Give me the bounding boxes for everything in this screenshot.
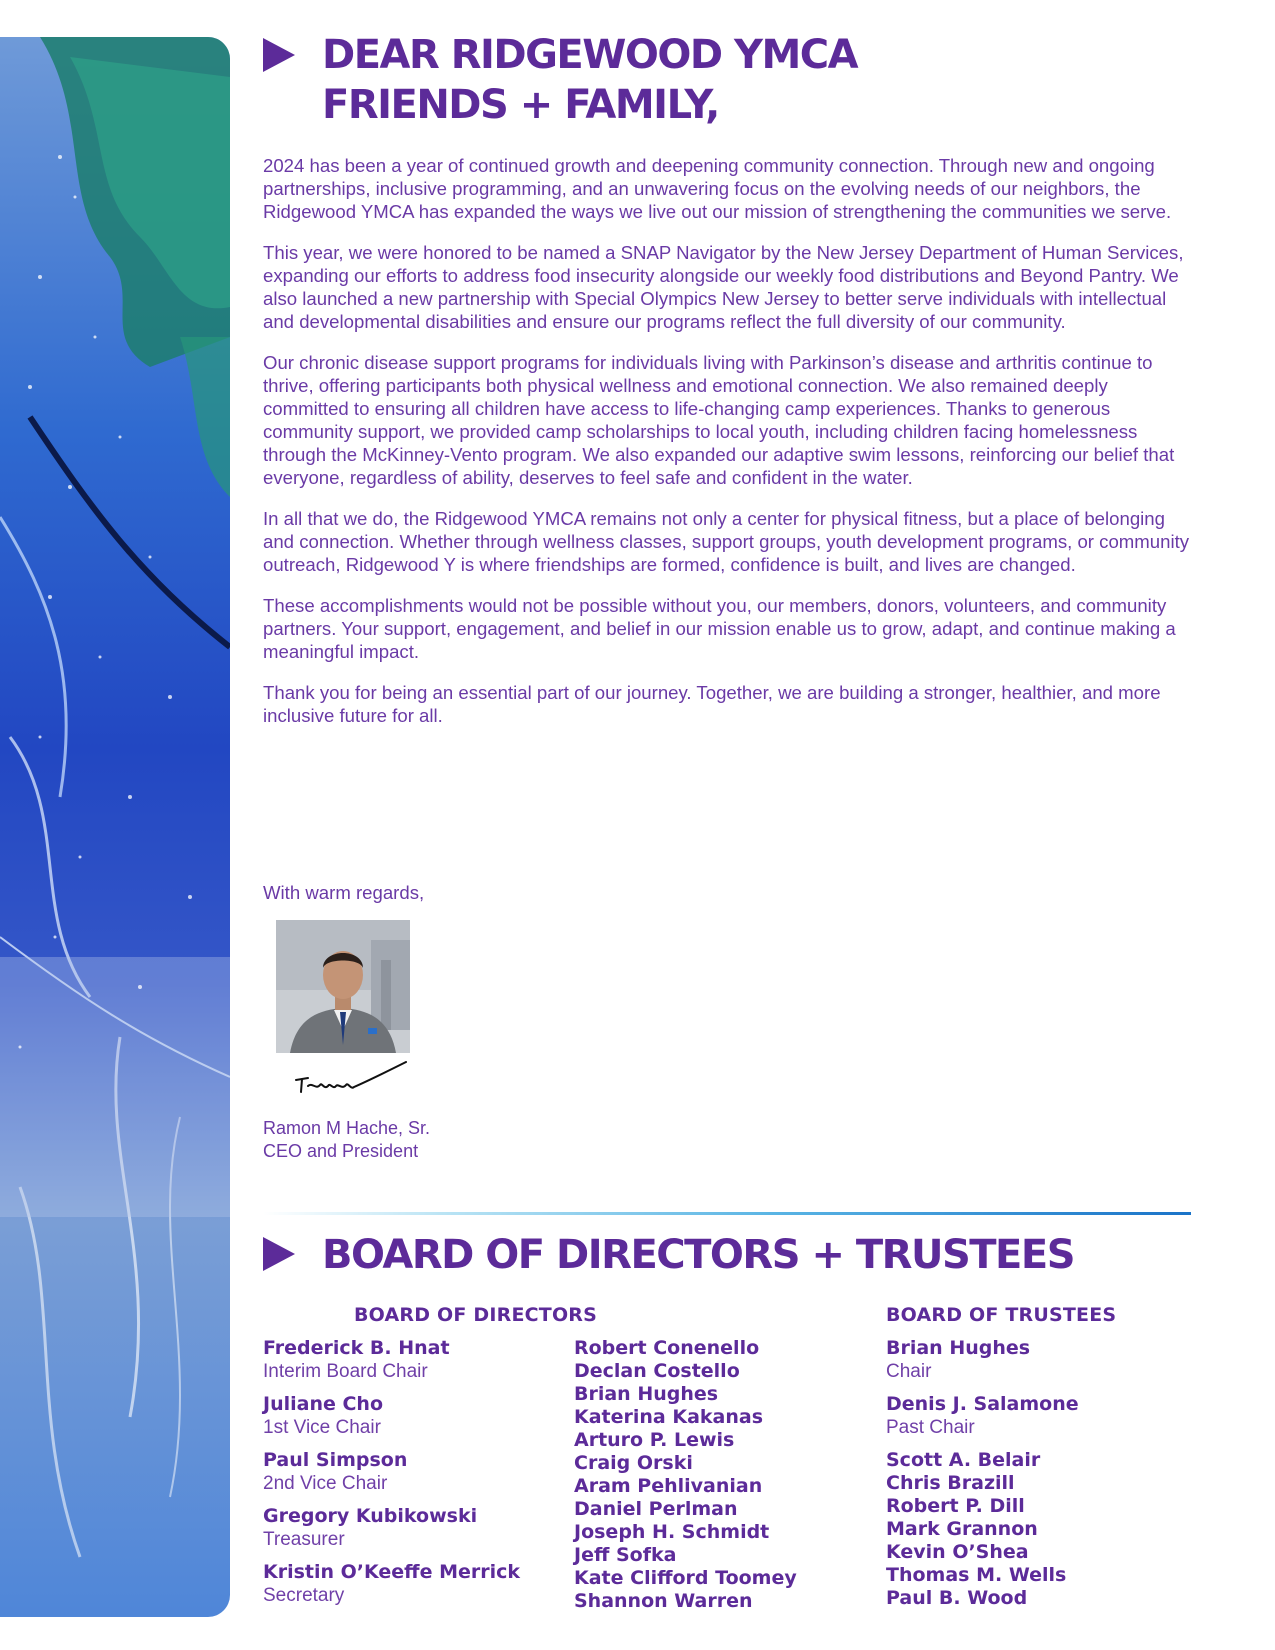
letter-closing: With warm regards,: [263, 882, 425, 903]
member-name: Frederick B. Hnat: [263, 1337, 450, 1359]
list-item: [263, 1393, 520, 1439]
list-item: Jeff Sofka: [574, 1544, 677, 1566]
signer-title: CEO and President: [263, 1141, 419, 1161]
member-name: Brian Hughes: [886, 1337, 1031, 1359]
letter-paragraph: 2024 has been a year of continued growth and deepening community connection. Through new and ongoing partnerships, inclusive programming, and an unwavering focus on the evolving needs of our neighbors, the Ridgewood YMCA has expanded the ways we live out our mission of strengthening the communities we serve.: [263, 155, 1172, 222]
decorative-water-image: [0, 37, 230, 1617]
letter-body: [263, 154, 1193, 745]
member-name: Gregory Kubikowski: [263, 1505, 478, 1527]
member-role: Interim Board Chair: [263, 1361, 428, 1382]
trustees-title: BOARD OF TRUSTEES: [886, 1304, 1117, 1326]
signer-name: Ramon M Hache, Sr.: [263, 1118, 431, 1138]
list-item: [263, 1561, 520, 1607]
letter-paragraph: Our chronic disease support programs for individuals living with Parkinson’s disease and arthritis continue to thrive, offering participants both physical wellness and emotional connection. We also remained deeply committed to ensuring all children have access to life-changing camp experiences. Thanks to generous community support, we provided camp scholarships to local youth, including children facing homelessness through the McKinney-Vento program. We also expanded our adaptive swim lessons, reinforcing our belief that everyone, regardless of ability, deserves to feel safe and confident in the water.: [263, 352, 1175, 488]
ceo-signature: [290, 1060, 410, 1096]
list-item: Daniel Perlman: [574, 1498, 738, 1520]
member-role: 1st Vice Chair: [263, 1417, 381, 1438]
list-item: Paul B. Wood: [886, 1587, 1028, 1609]
member-name: Juliane Cho: [263, 1393, 383, 1415]
letter-paragraph: These accomplishments would not be possible without you, our members, donors, volunteers, and community partners. Your support, engagement, and belief in our mission enable us to grow, adapt, and continue making a meaningful impact.: [263, 595, 1176, 662]
letter-paragraph: Thank you for being an essential part of our journey. Together, we are building a stronger, healthier, and more inclusive future for all.: [263, 682, 1161, 726]
list-item: Craig Orski: [574, 1452, 693, 1474]
directors-members-list: [574, 1337, 797, 1613]
list-item: [263, 1449, 520, 1495]
trustees-list: [886, 1337, 1079, 1610]
list-item: Arturo P. Lewis: [574, 1429, 735, 1451]
ceo-portrait-photo: [276, 920, 410, 1053]
letter-heading-line2: FRIENDS + FAMILY,: [322, 82, 719, 128]
member-role: Past Chair: [886, 1417, 975, 1438]
directors-officers-list: [263, 1337, 520, 1617]
member-name: Denis J. Salamone: [886, 1393, 1079, 1415]
letter-paragraph: In all that we do, the Ridgewood YMCA remains not only a center for physical fitness, but a place of belonging and connection. Whether through wellness classes, support groups, youth development programs, or community outreach, Ridgewood Y is where friendships are formed, confidence is built, and lives are changed.: [263, 508, 1190, 575]
member-role: Secretary: [263, 1585, 345, 1606]
list-item: Declan Costello: [574, 1360, 740, 1382]
letter-paragraph: This year, we were honored to be named a SNAP Navigator by the New Jersey Department of Human Services, expanding our efforts to address food insecurity alongside our weekly food distributions and Beyond Pantry. We also launched a new partnership with Special Olympics New Jersey to better serve individuals with intellectual and developmental disabilities and ensure our programs reflect the full diversity of our community.: [263, 242, 1184, 332]
list-item: Aram Pehlivanian: [574, 1475, 763, 1497]
list-item: Joseph H. Schmidt: [574, 1521, 770, 1543]
directors-title: BOARD OF DIRECTORS: [354, 1304, 598, 1326]
section-divider: [263, 1212, 1191, 1215]
play-arrow-icon: [263, 38, 295, 72]
play-arrow-icon: [263, 1237, 295, 1271]
list-item: [886, 1337, 1079, 1383]
member-role: Chair: [886, 1361, 932, 1382]
list-item: Scott A. Belair: [886, 1449, 1041, 1471]
list-item: [886, 1393, 1079, 1439]
list-item: Mark Grannon: [886, 1518, 1038, 1540]
list-item: Brian Hughes: [574, 1383, 719, 1405]
list-item: Robert P. Dill: [886, 1495, 1025, 1517]
member-name: Paul Simpson: [263, 1449, 408, 1471]
letter-heading-line1: DEAR RIDGEWOOD YMCA: [322, 32, 858, 78]
letter-heading: [322, 30, 982, 130]
list-item: Thomas M. Wells: [886, 1564, 1067, 1586]
member-name: Kristin O’Keeffe Merrick: [263, 1561, 521, 1583]
list-item: Shannon Warren: [574, 1590, 753, 1612]
list-item: Robert Conenello: [574, 1337, 760, 1359]
board-heading: BOARD OF DIRECTORS + TRUSTEES: [322, 1232, 1075, 1278]
list-item: Kevin O’Shea: [886, 1541, 1029, 1563]
member-role: Treasurer: [263, 1529, 345, 1550]
trustees-members: [886, 1449, 1079, 1610]
signer-block: [263, 1117, 430, 1163]
list-item: Chris Brazill: [886, 1472, 1015, 1494]
list-item: [263, 1505, 520, 1551]
member-role: 2nd Vice Chair: [263, 1473, 388, 1494]
list-item: Katerina Kakanas: [574, 1406, 764, 1428]
list-item: Kate Clifford Toomey: [574, 1567, 797, 1589]
list-item: [263, 1337, 520, 1383]
